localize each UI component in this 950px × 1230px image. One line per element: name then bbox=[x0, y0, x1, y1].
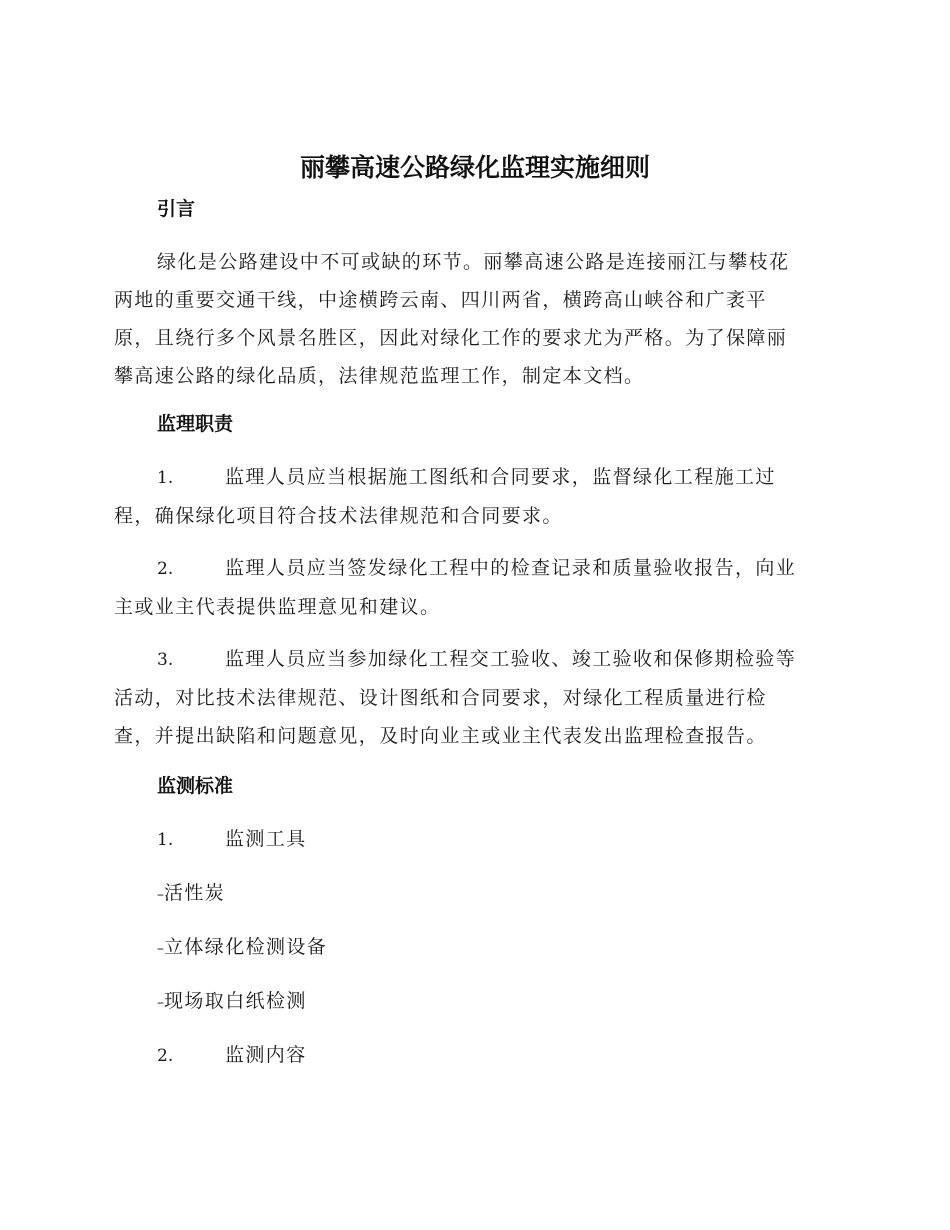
standards-item-2 bbox=[114, 1036, 834, 1075]
duty-item-3-text: 监理人员应当参加绿化工程交工验收、竣工验收和保修期检验等 bbox=[225, 648, 797, 670]
duty-item-1-number: 1. bbox=[157, 468, 174, 488]
standards-item-1-label: 监测工具 bbox=[225, 828, 307, 850]
standards-item-1-number: 1. bbox=[157, 830, 174, 850]
standards-item-2-label: 监测内容 bbox=[225, 1044, 307, 1066]
tool-text: 活性炭 bbox=[164, 882, 226, 904]
duty-item-3-first-line bbox=[114, 640, 834, 679]
duty-item-2-number: 2. bbox=[157, 559, 174, 579]
list-dash: – bbox=[157, 887, 164, 903]
duty-item-2 bbox=[114, 549, 834, 626]
duty-item-2-text: 监理人员应当签发绿化工程中的检查记录和质量验收报告，向业 bbox=[225, 557, 797, 579]
duty-item-1 bbox=[114, 458, 834, 535]
duty-item-1-first-line bbox=[114, 458, 834, 497]
duty-item-1-text: 监理人员应当根据施工图纸和合同要求，监督绿化工程施工过 bbox=[225, 466, 776, 488]
intro-line-2: 两地的重要交通干线，中途横跨云南、四川两省，横跨高山峡谷和广袤平 bbox=[114, 289, 767, 311]
list-dash: – bbox=[157, 995, 164, 1011]
tool-list-item bbox=[157, 932, 327, 964]
tool-list-item bbox=[157, 986, 307, 1018]
section-heading-duties: 监理职责 bbox=[157, 413, 234, 435]
section-heading-standards: 监测标准 bbox=[157, 775, 234, 797]
duty-item-3-line-3: 查，并提出缺陷和问题意见，及时向业主或业主代表发出监理检查报告。 bbox=[114, 725, 767, 747]
duty-item-3-line-2: 活动，对比技术法律规范、设计图纸和合同要求，对绿化工程质量进行检 bbox=[114, 687, 767, 709]
standards-item-1 bbox=[114, 820, 834, 859]
section-heading-intro: 引言 bbox=[157, 198, 196, 220]
list-dash: – bbox=[157, 941, 164, 957]
duty-item-2-first-line bbox=[114, 549, 834, 588]
intro-paragraph bbox=[114, 243, 834, 395]
intro-line-3: 原，且绕行多个风景名胜区，因此对绿化工作的要求尤为严格。为了保障丽 bbox=[114, 327, 788, 349]
tool-list-item bbox=[157, 878, 225, 910]
intro-line-1: 绿化是公路建设中不可或缺的环节。丽攀高速公路是连接丽江与攀枝花 bbox=[157, 251, 790, 273]
tool-text: 现场取白纸检测 bbox=[164, 990, 307, 1012]
intro-line-4: 攀高速公路的绿化品质，法律规范监理工作，制定本文档。 bbox=[114, 365, 645, 387]
standards-item-2-number: 2. bbox=[157, 1046, 174, 1066]
duty-item-3-number: 3. bbox=[157, 650, 174, 670]
duty-item-3 bbox=[114, 640, 834, 755]
duty-item-1-line-2: 程，确保绿化项目符合技术法律规范和合同要求。 bbox=[114, 505, 563, 527]
tool-text: 立体绿化检测设备 bbox=[164, 936, 328, 958]
document-title: 丽攀高速公路绿化监理实施细则 bbox=[299, 153, 650, 182]
duty-item-2-line-2: 主或业主代表提供监理意见和建议。 bbox=[114, 596, 441, 618]
